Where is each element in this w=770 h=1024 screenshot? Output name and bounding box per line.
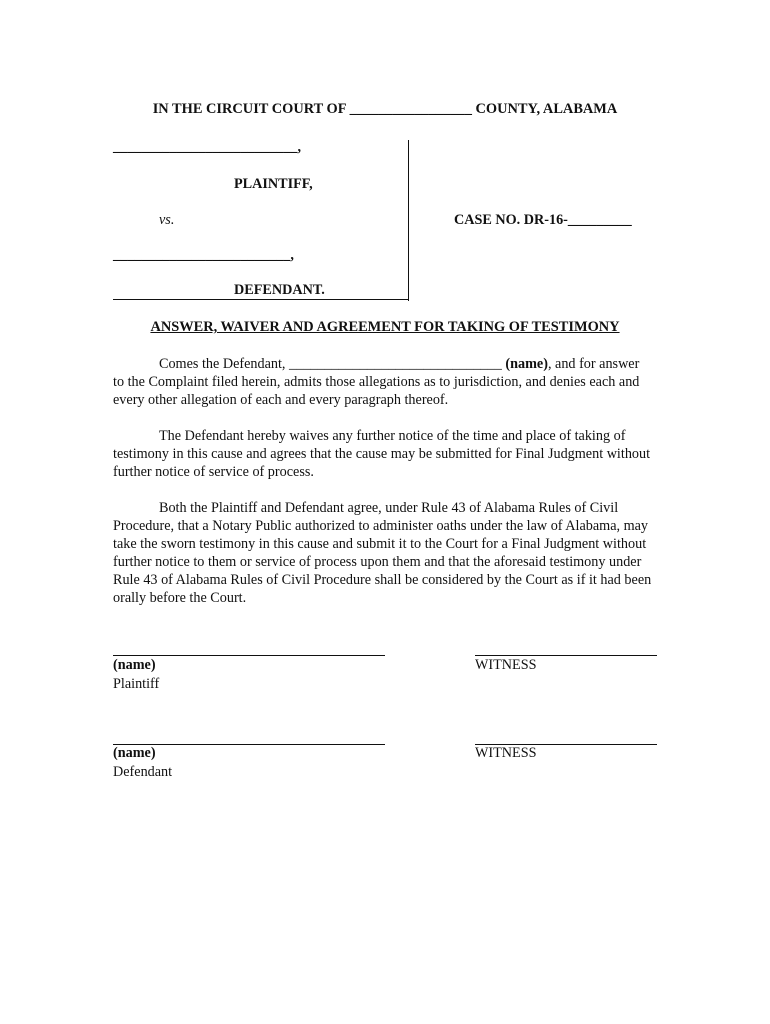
answer-text-end: , and for answer to the Complaint filed herein, admits those allegations as to jurisdiction, and denies each and every other allegation of each and every paragraph thereof.	[113, 356, 640, 408]
defendant-name-blank: _________________________,	[113, 247, 294, 263]
court-heading: IN THE CIRCUIT COURT OF _________________ COUNTY, ALABAMA	[152, 101, 618, 117]
defendant-signature-block	[113, 744, 172, 782]
paragraph-agreement	[113, 499, 653, 607]
answer-text-start: Comes the Defendant, ______________________________	[159, 356, 506, 372]
answer-name-field: (name)	[505, 356, 548, 372]
witness-label-2: WITNESS	[475, 745, 537, 761]
plaintiff-name-blank: __________________________,	[113, 139, 301, 155]
waiver-text: The Defendant hereby waives any further notice of the time and place of taking of testimony in this cause and agrees that the cause may be submitted for Final Judgment without further notice of service of process.	[113, 428, 651, 480]
defendant-label: DEFENDANT.	[234, 282, 325, 298]
plaintiff-label: PLAINTIFF,	[234, 176, 313, 192]
caption-bottom-rule	[113, 299, 409, 300]
versus-label: vs.	[159, 212, 175, 228]
plaintiff-role-label: Plaintiff	[113, 676, 160, 692]
plaintiff-name-label: (name)	[113, 657, 156, 673]
defendant-name-label: (name)	[113, 745, 156, 761]
case-number: CASE NO. DR-16-_________	[454, 212, 632, 228]
defendant-role-label: Defendant	[113, 764, 173, 780]
plaintiff-signature-block	[113, 656, 159, 694]
document-title: ANSWER, WAIVER AND AGREEMENT FOR TAKING OF TESTIMONY	[150, 319, 620, 335]
paragraph-answer	[113, 355, 653, 409]
agreement-text: Both the Plaintiff and Defendant agree, under Rule 43 of Alabama Rules of Civil Procedure, that a Notary Public authorized to administer oaths under the law of Alabama, may take the sworn testimony in this cause and submit it to the Court for a Final Judgment without further notice to them or service of process upon them and that the aforesaid testimony under Rule 43 of Alabama Rules of Civil Procedure shall be considered by the Court as if it had been orally before the Court.	[113, 500, 652, 606]
caption-divider	[408, 140, 409, 301]
witness-label-1: WITNESS	[475, 657, 537, 673]
paragraph-waiver	[113, 427, 653, 481]
